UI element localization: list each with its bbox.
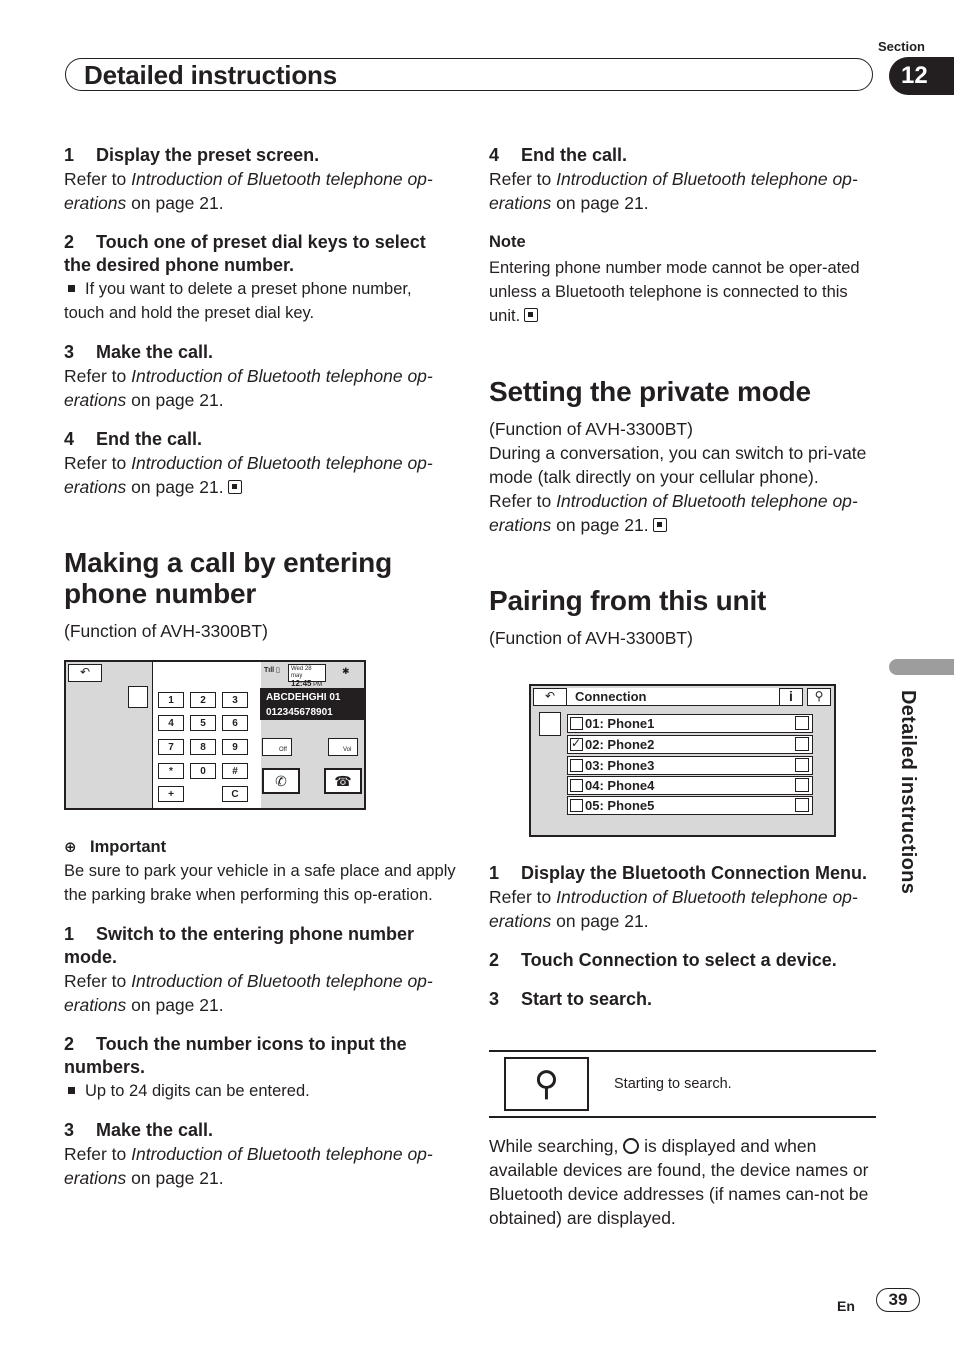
trash-icon[interactable] — [795, 778, 809, 792]
dial-key[interactable]: 0 — [190, 763, 216, 779]
checkbox[interactable] — [570, 717, 583, 730]
step-heading: 2 Touch one of preset dial keys to select the desired phone number. — [64, 232, 426, 275]
step-heading: 1 Display the Bluetooth Connection Menu. — [489, 863, 867, 883]
function-note: (Function of AVH-3300BT) — [489, 628, 693, 648]
spinner-icon — [623, 1138, 639, 1154]
dial-key[interactable]: 5 — [190, 715, 216, 731]
page-title: Detailed instructions — [84, 60, 337, 90]
end-mark-icon — [524, 308, 538, 322]
step-body: Refer to Introduction of Bluetooth telephone op-erations on page 21. — [64, 1144, 433, 1188]
side-tab-label: Detailed instructions — [897, 690, 919, 895]
back-icon[interactable]: ↶ — [533, 688, 567, 706]
dial-key[interactable]: 6 — [222, 715, 248, 731]
function-note: (Function of AVH-3300BT) — [64, 621, 268, 641]
search-panel — [489, 1050, 876, 1118]
dial-key[interactable]: 8 — [190, 739, 216, 755]
bluetooth-icon: ✱ — [342, 666, 350, 676]
back-icon[interactable]: ↶ — [68, 664, 102, 682]
searching-body: While searching, is displayed and when available devices are found, the device names or Bluetooth device addresses (if names can-not be obtained) are displayed. — [489, 1136, 869, 1228]
list-item[interactable]: 04: Phone4 — [567, 776, 813, 795]
section-label: Section — [878, 39, 925, 54]
function-note: (Function of AVH-3300BT) — [489, 419, 693, 439]
step-body: Refer to Introduction of Bluetooth telephone op-erations on page 21. — [489, 169, 858, 213]
step-heading: 3 Start to search. — [489, 989, 653, 1009]
language-label: En — [837, 1298, 855, 1314]
trash-icon[interactable] — [795, 798, 809, 812]
section-ref: Refer to Introduction of Bluetooth telephone op-erations on page 21. — [489, 491, 858, 535]
end-mark-icon — [228, 480, 242, 494]
left-column — [64, 144, 456, 643]
checkbox[interactable]: ✓ — [571, 736, 582, 750]
dial-key[interactable]: 1 — [158, 692, 184, 708]
page-number: 39 — [876, 1288, 920, 1312]
connection-screen — [529, 684, 836, 837]
end-mark-icon — [653, 518, 667, 532]
checkbox[interactable] — [570, 759, 583, 772]
clock: Wed 28 may 12:45 PM — [288, 664, 326, 682]
dial-key[interactable]: 9 — [222, 739, 248, 755]
step-heading: 4 End the call. — [64, 429, 203, 449]
trash-icon[interactable] — [795, 758, 809, 772]
step-heading: 3 Make the call. — [64, 1120, 214, 1140]
trash-icon[interactable] — [795, 737, 809, 751]
section-heading: Pairing from this unit — [489, 585, 767, 616]
step-heading: 2 Touch the number icons to input the numbers. — [64, 1034, 407, 1077]
list-item[interactable]: ✓ 02: Phone2 — [567, 735, 813, 754]
dial-key[interactable]: 4 — [158, 715, 184, 731]
dial-key[interactable]: # — [222, 763, 248, 779]
off-button[interactable]: Off — [262, 738, 292, 756]
checkbox[interactable] — [570, 779, 583, 792]
phone-entry-screen — [64, 660, 366, 810]
important-block — [64, 836, 456, 1190]
section-number-badge: 12 — [889, 57, 954, 95]
dial-key[interactable]: * — [158, 763, 184, 779]
step-heading: 1 Display the preset screen. — [64, 145, 320, 165]
dial-key[interactable]: 2 — [190, 692, 216, 708]
trash-icon[interactable] — [795, 716, 809, 730]
important-label: ⊕ Important — [64, 836, 456, 859]
phone-icon — [539, 712, 561, 736]
list-item[interactable]: 05: Phone5 — [567, 796, 813, 815]
searching-description — [489, 1134, 881, 1230]
right-column — [489, 144, 881, 650]
hang-up-button[interactable]: ☎ — [324, 768, 362, 794]
phone-icon — [128, 686, 148, 708]
step-heading: 2 Touch Connection to select a device. — [489, 950, 837, 970]
step-body: Refer to Introduction of Bluetooth telephone op-erations on page 21. — [64, 971, 433, 1015]
dial-key[interactable]: 7 — [158, 739, 184, 755]
step-body: Refer to Introduction of Bluetooth telephone op-erations on page 21. — [64, 169, 433, 213]
bullet-item: If you want to delete a preset phone number, touch and hold the preset dial key. — [64, 280, 412, 322]
step-heading: 4 End the call. — [489, 145, 628, 165]
note-label: Note — [489, 233, 526, 251]
dial-key[interactable]: C — [222, 786, 248, 802]
pairing-steps — [489, 862, 881, 1011]
step-body: Refer to Introduction of Bluetooth telephone op-erations on page 21. — [64, 366, 433, 410]
search-icon: ⚲ — [504, 1057, 589, 1111]
list-item[interactable]: 01: Phone1 — [567, 714, 813, 733]
section-body: During a conversation, you can switch to pri-vate mode (talk directly on your cellular phone). — [489, 443, 867, 487]
bullet-item: Up to 24 digits can be entered. — [64, 1079, 456, 1103]
call-button[interactable]: ✆ — [262, 768, 300, 794]
search-icon[interactable]: ⚲ — [807, 688, 831, 706]
number-display: ABCDEHGHI 01 012345678901 — [260, 688, 366, 720]
signal-icon: Tıll ▯ — [264, 667, 280, 674]
important-body: Be sure to park your vehicle in a safe place and apply the parking brake when performing this op-eration. — [64, 862, 456, 904]
step-heading: 1 Switch to the entering phone number mode. — [64, 924, 415, 967]
step-body: Refer to Introduction of Bluetooth telephone op-erations on page 21. — [489, 887, 858, 931]
checkbox[interactable] — [570, 799, 583, 812]
vol-button[interactable]: Vol — [328, 738, 358, 756]
screen-title: Connection — [567, 688, 779, 706]
note-body: Entering phone number mode cannot be oper-ated unless a Bluetooth telephone is connected to this unit. — [489, 259, 860, 325]
info-button[interactable]: i — [779, 688, 803, 706]
step-body: Refer to Introduction of Bluetooth telephone op-erations on page 21. — [64, 453, 433, 497]
dial-key[interactable]: 3 — [222, 692, 248, 708]
side-tab — [889, 659, 954, 675]
step-heading: 3 Make the call. — [64, 342, 214, 362]
important-icon: ⊕ — [64, 839, 77, 856]
search-caption: Starting to search. — [614, 1076, 732, 1092]
section-heading: Setting the private mode — [489, 376, 811, 407]
section-heading: Making a call by entering phone number — [64, 547, 392, 609]
dial-key[interactable]: + — [158, 786, 184, 802]
list-item[interactable]: 03: Phone3 — [567, 756, 813, 775]
